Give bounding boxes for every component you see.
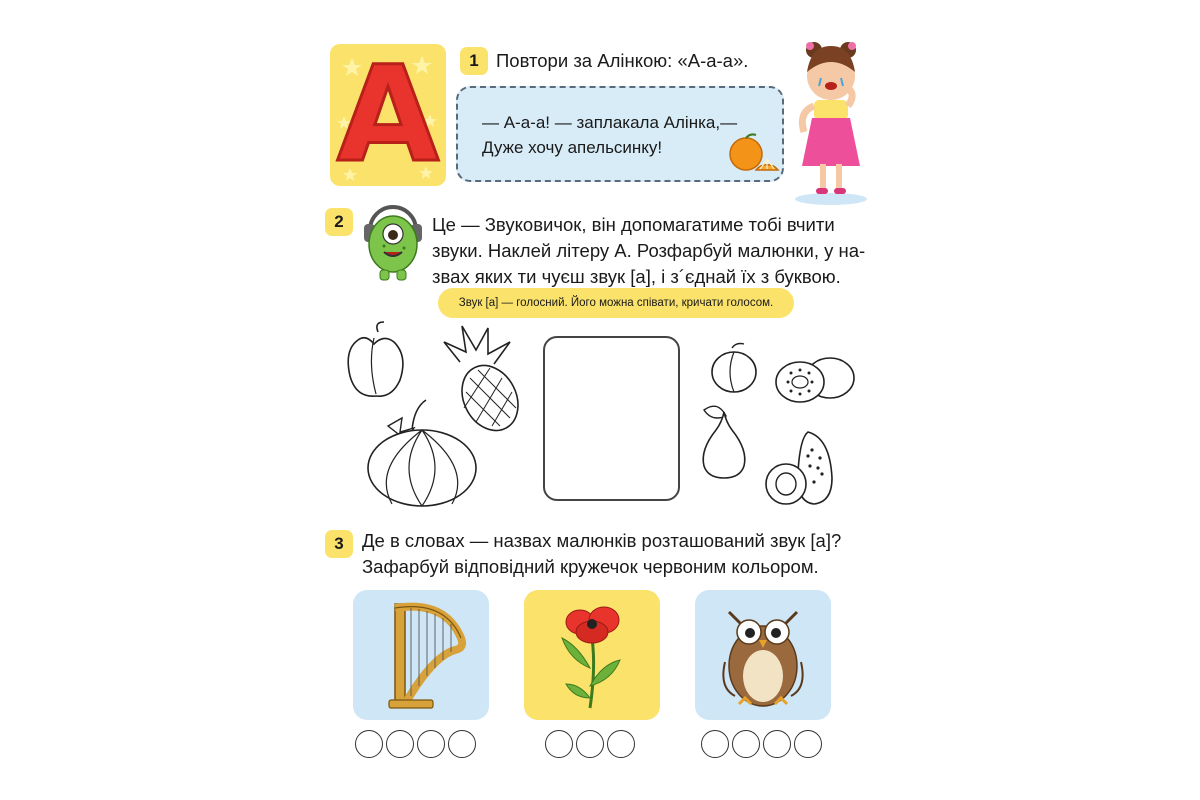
pumpkin-outline-icon [358, 392, 480, 512]
task-number-1: 1 [460, 47, 488, 75]
task2-line-3: звах яких ти чуєш звук [а], і з´єднай їх з буквою. [432, 266, 841, 287]
avocado-outline-icon [764, 426, 838, 510]
task3-line-2: Зафарбуй відповідний кружечок червоним кольором. [362, 556, 819, 577]
sound-position-circle[interactable] [794, 730, 822, 758]
poppy-icon [524, 590, 660, 720]
sound-position-circle[interactable] [417, 730, 445, 758]
sound-position-circle[interactable] [355, 730, 383, 758]
owl-icon [695, 590, 831, 720]
letter-a: A [336, 44, 440, 186]
picture-card-harp [353, 590, 489, 720]
speech-bubble [456, 86, 784, 182]
vowel-note: Звук [а] — голосний. Його можна співати, кричати голосом. [438, 288, 794, 318]
task-number-3: 3 [325, 530, 353, 558]
plum-outline-icon [704, 340, 764, 396]
zvukovychok-monster-icon [360, 200, 426, 284]
bell-pepper-outline-icon [338, 320, 418, 400]
sound-position-circle[interactable] [607, 730, 635, 758]
sound-position-circle[interactable] [763, 730, 791, 758]
task2-line-2: звуки. Наклей літеру А. Розфарбуй малюнки, у на- [432, 240, 866, 261]
circles-poppy [545, 730, 635, 758]
sound-position-circle[interactable] [448, 730, 476, 758]
sound-position-circle[interactable] [732, 730, 760, 758]
circles-harp [355, 730, 476, 758]
picture-card-poppy [524, 590, 660, 720]
speech-line-1: — А-а-а! — заплакала Алінка,— [482, 113, 738, 132]
task1-instruction: Повтори за Алінкою: «А-а-а». [496, 50, 749, 71]
sound-position-circle[interactable] [576, 730, 604, 758]
circles-owl [701, 730, 822, 758]
sound-position-circle[interactable] [386, 730, 414, 758]
sound-position-circle[interactable] [701, 730, 729, 758]
task3-line-1: Де в словах — назвах малюнків розташований звук [а]? [362, 530, 842, 551]
task-number-2: 2 [325, 208, 353, 236]
speech-line-2: Дуже хочу апельсинку! [482, 138, 663, 157]
sound-position-circle[interactable] [545, 730, 573, 758]
orange-icon [726, 132, 780, 176]
letter-a-card [330, 44, 446, 186]
task2-line-1: Це — Звуковичок, він допомагатиме тобі вчити [432, 214, 835, 235]
sticker-frame[interactable] [543, 336, 680, 501]
kiwi-outline-icon [772, 354, 858, 406]
harp-icon [353, 590, 489, 720]
pear-outline-icon [690, 396, 754, 480]
picture-card-owl [695, 590, 831, 720]
girl-alinka-icon [786, 36, 876, 206]
